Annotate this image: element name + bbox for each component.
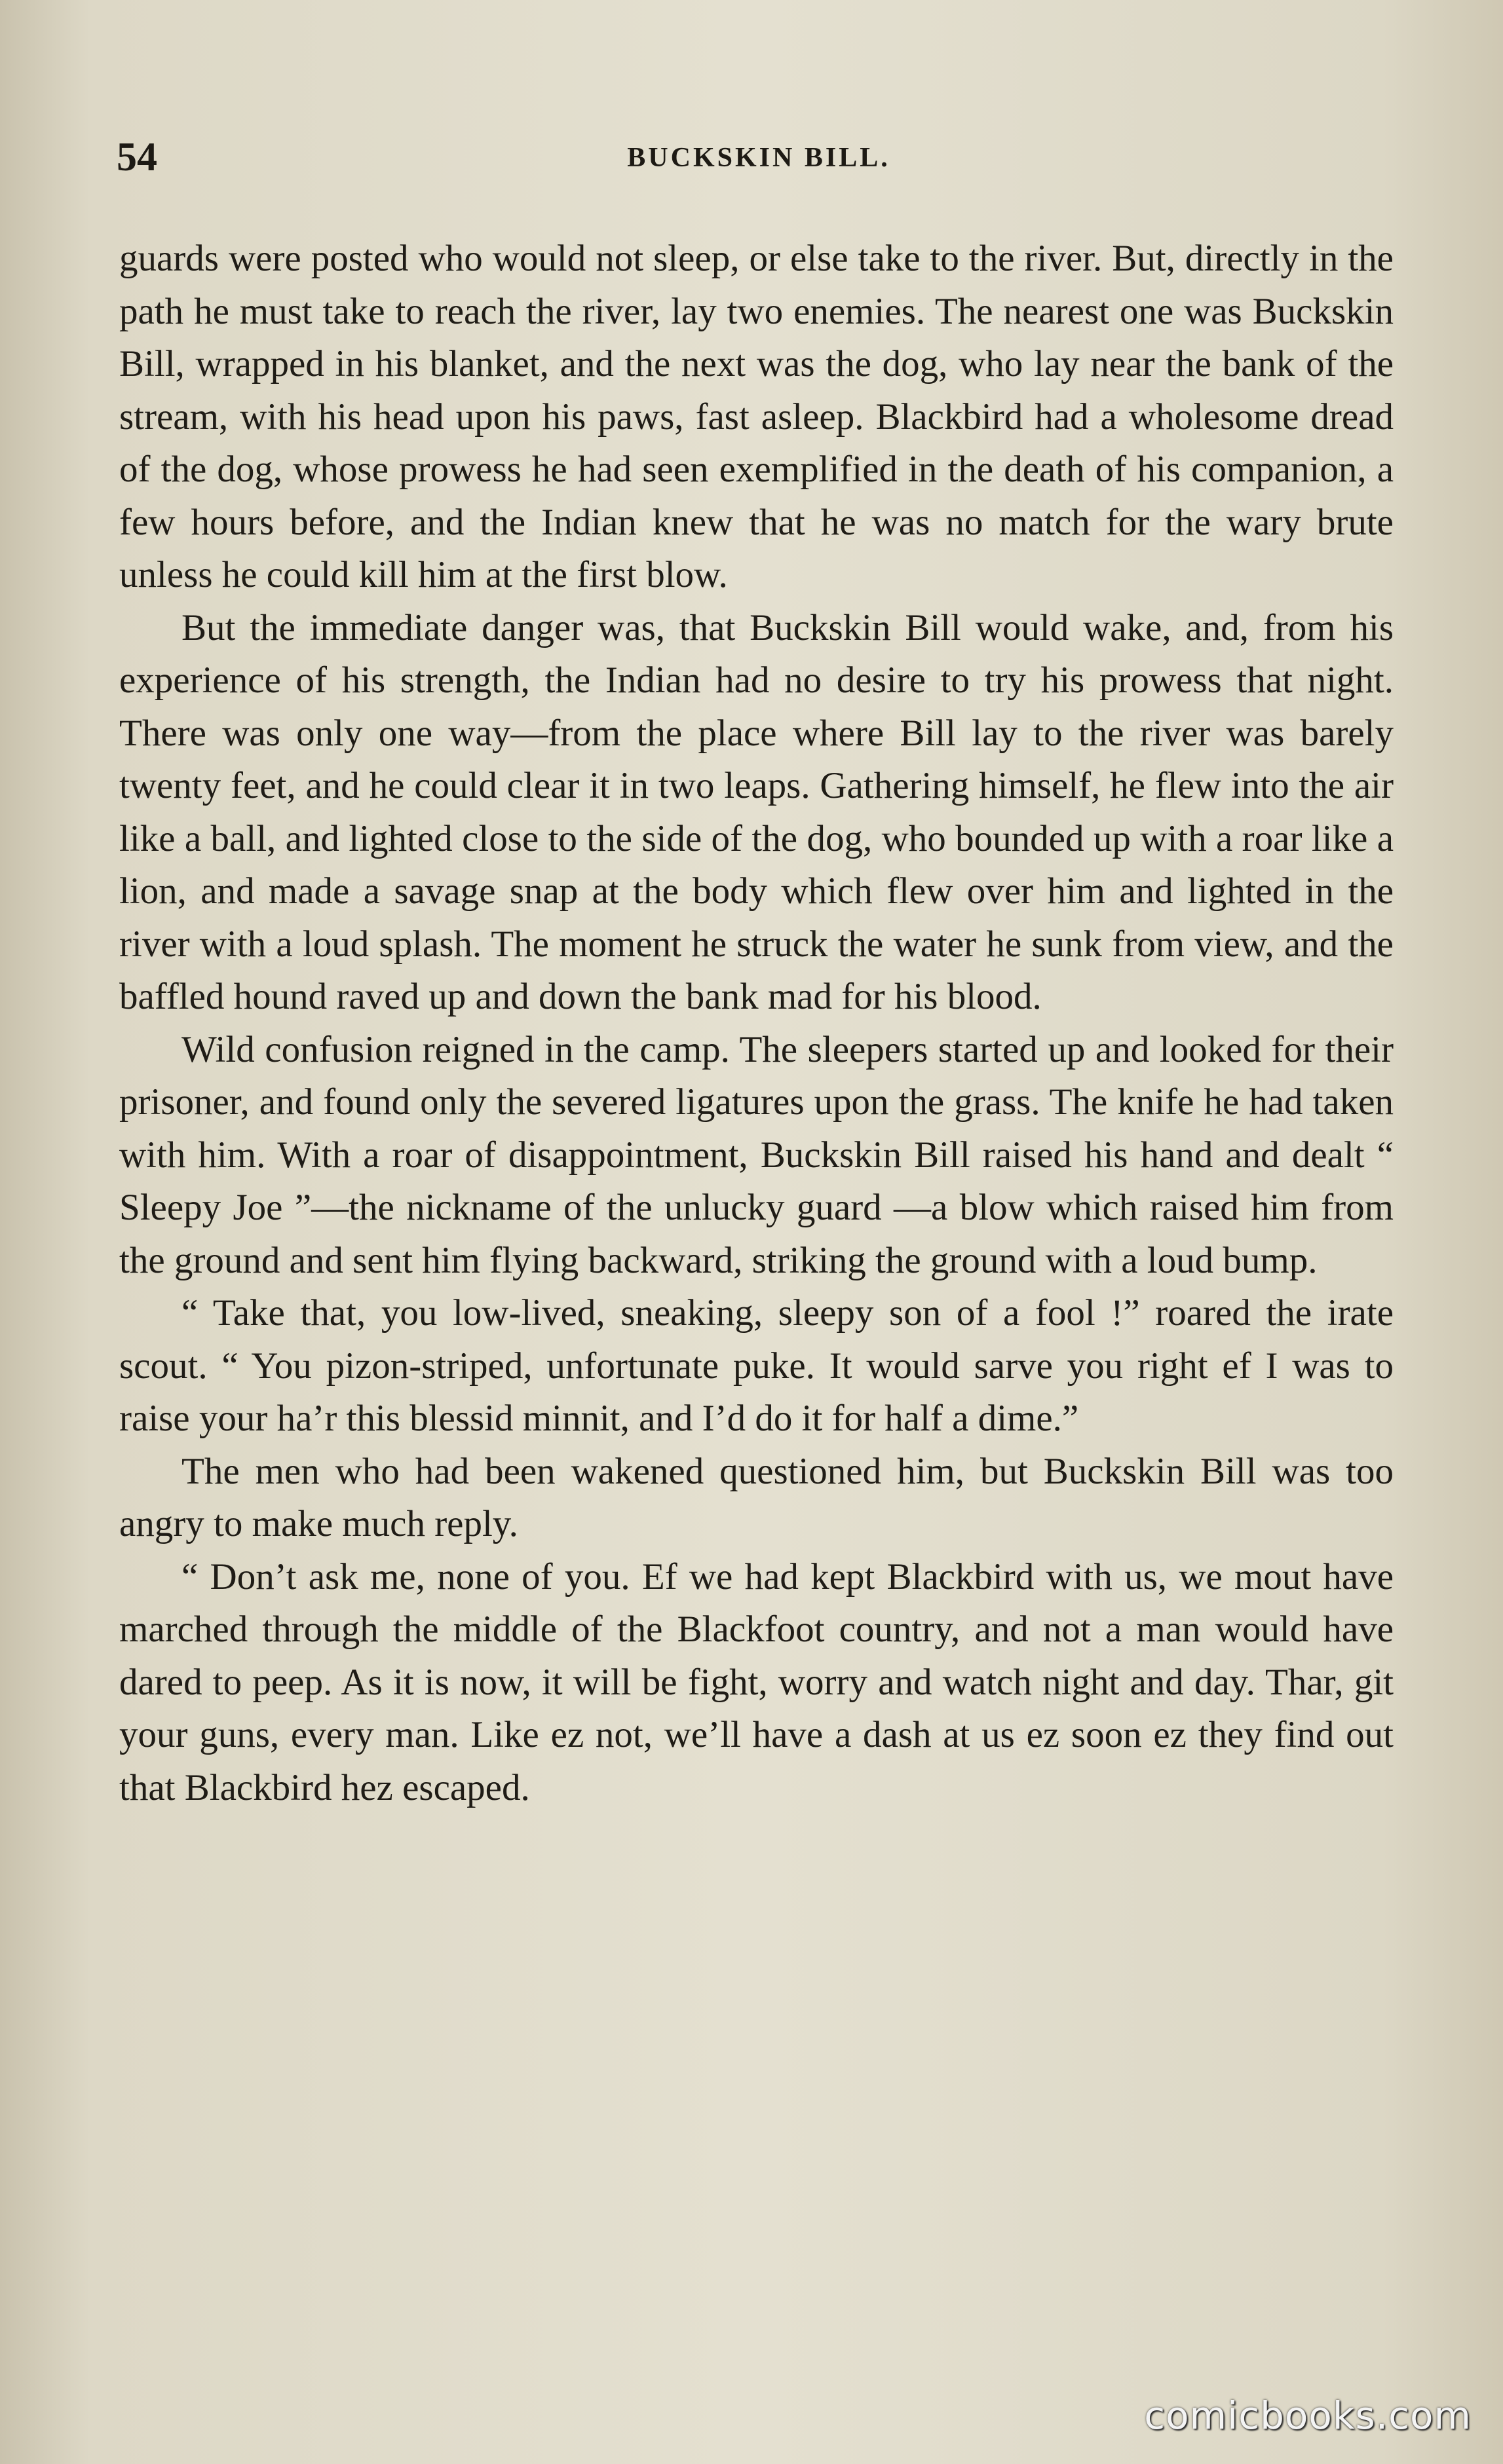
- paragraph: But the immediate danger was, that Buckskin Bill would wake, and, from his experience of his strength, the Indian had no desire to try his prowess that night. There was only one way—from the place where Bill lay to the river was barely twenty feet, and he could clear it in two leaps. Gathering himself, he flew into the air like a ball, and lighted close to the side of the dog, who bounded up with a roar like a lion, and made a savage snap at the body which flew over him and lighted in the river with a loud splash. The moment he struck the water he sunk from view, and the baffled hound raved up and down the bank mad for his blood.: [119, 607, 1394, 1017]
- page-header: [117, 134, 1401, 180]
- body-text: [119, 233, 1394, 1814]
- paragraph: “ Don’t ask me, none of you. Ef we had kept Blackbird with us, we mout have marched through the middle of the Blackfoot country, and not a man would have dared to peep. As it is now, it will be fight, worry and watch night and day. Thar, git your guns, every man. Like ez not, we’ll have a dash at us ez soon ez they find out that Blackbird hez escaped.: [119, 1556, 1394, 1808]
- paragraph: “ Take that, you low-lived, sneaking, sleepy son of a fool !” roared the irate scout. “ You pizon-striped, unfortunate puke. It would sarve you right ef I was to raise your ha’r this blessid minnit, and I’d do it for half a dime.”: [119, 1292, 1394, 1439]
- paragraph: The men who had been wakened questioned him, but Buckskin Bill was too angry to make much reply.: [119, 1450, 1394, 1544]
- watermark: comicbooks.com: [1144, 2393, 1472, 2438]
- running-head: BUCKSKIN BILL.: [627, 143, 890, 173]
- paragraph: guards were posted who would not sleep, or else take to the river. But, directly in the path he must take to reach the river, lay two enemies. The nearest one was Buckskin Bill, wrapped in his blanket, and the next was the dog, who lay near the bank of the stream, with his head upon his paws, fast asleep. Blackbird had a wholesome dread of the dog, whose prowess he had seen exemplified in the death of his companion, a few hours before, and the Indian knew that he was no match for the wary brute unless he could kill him at the first blow.: [119, 238, 1394, 595]
- page-number: 54: [117, 135, 157, 179]
- paragraph: Wild confusion reigned in the camp. The sleepers started up and looked for their prisoner, and found only the severed ligatures upon the grass. The knife he had taken with him. With a roar of disappointment, Buckskin Bill raised his hand and dealt “ Sleepy Joe ”—the nickname of the unlucky guard —a blow which raised him from the ground and sent him flying backward, striking the ground with a loud bump.: [119, 1028, 1394, 1281]
